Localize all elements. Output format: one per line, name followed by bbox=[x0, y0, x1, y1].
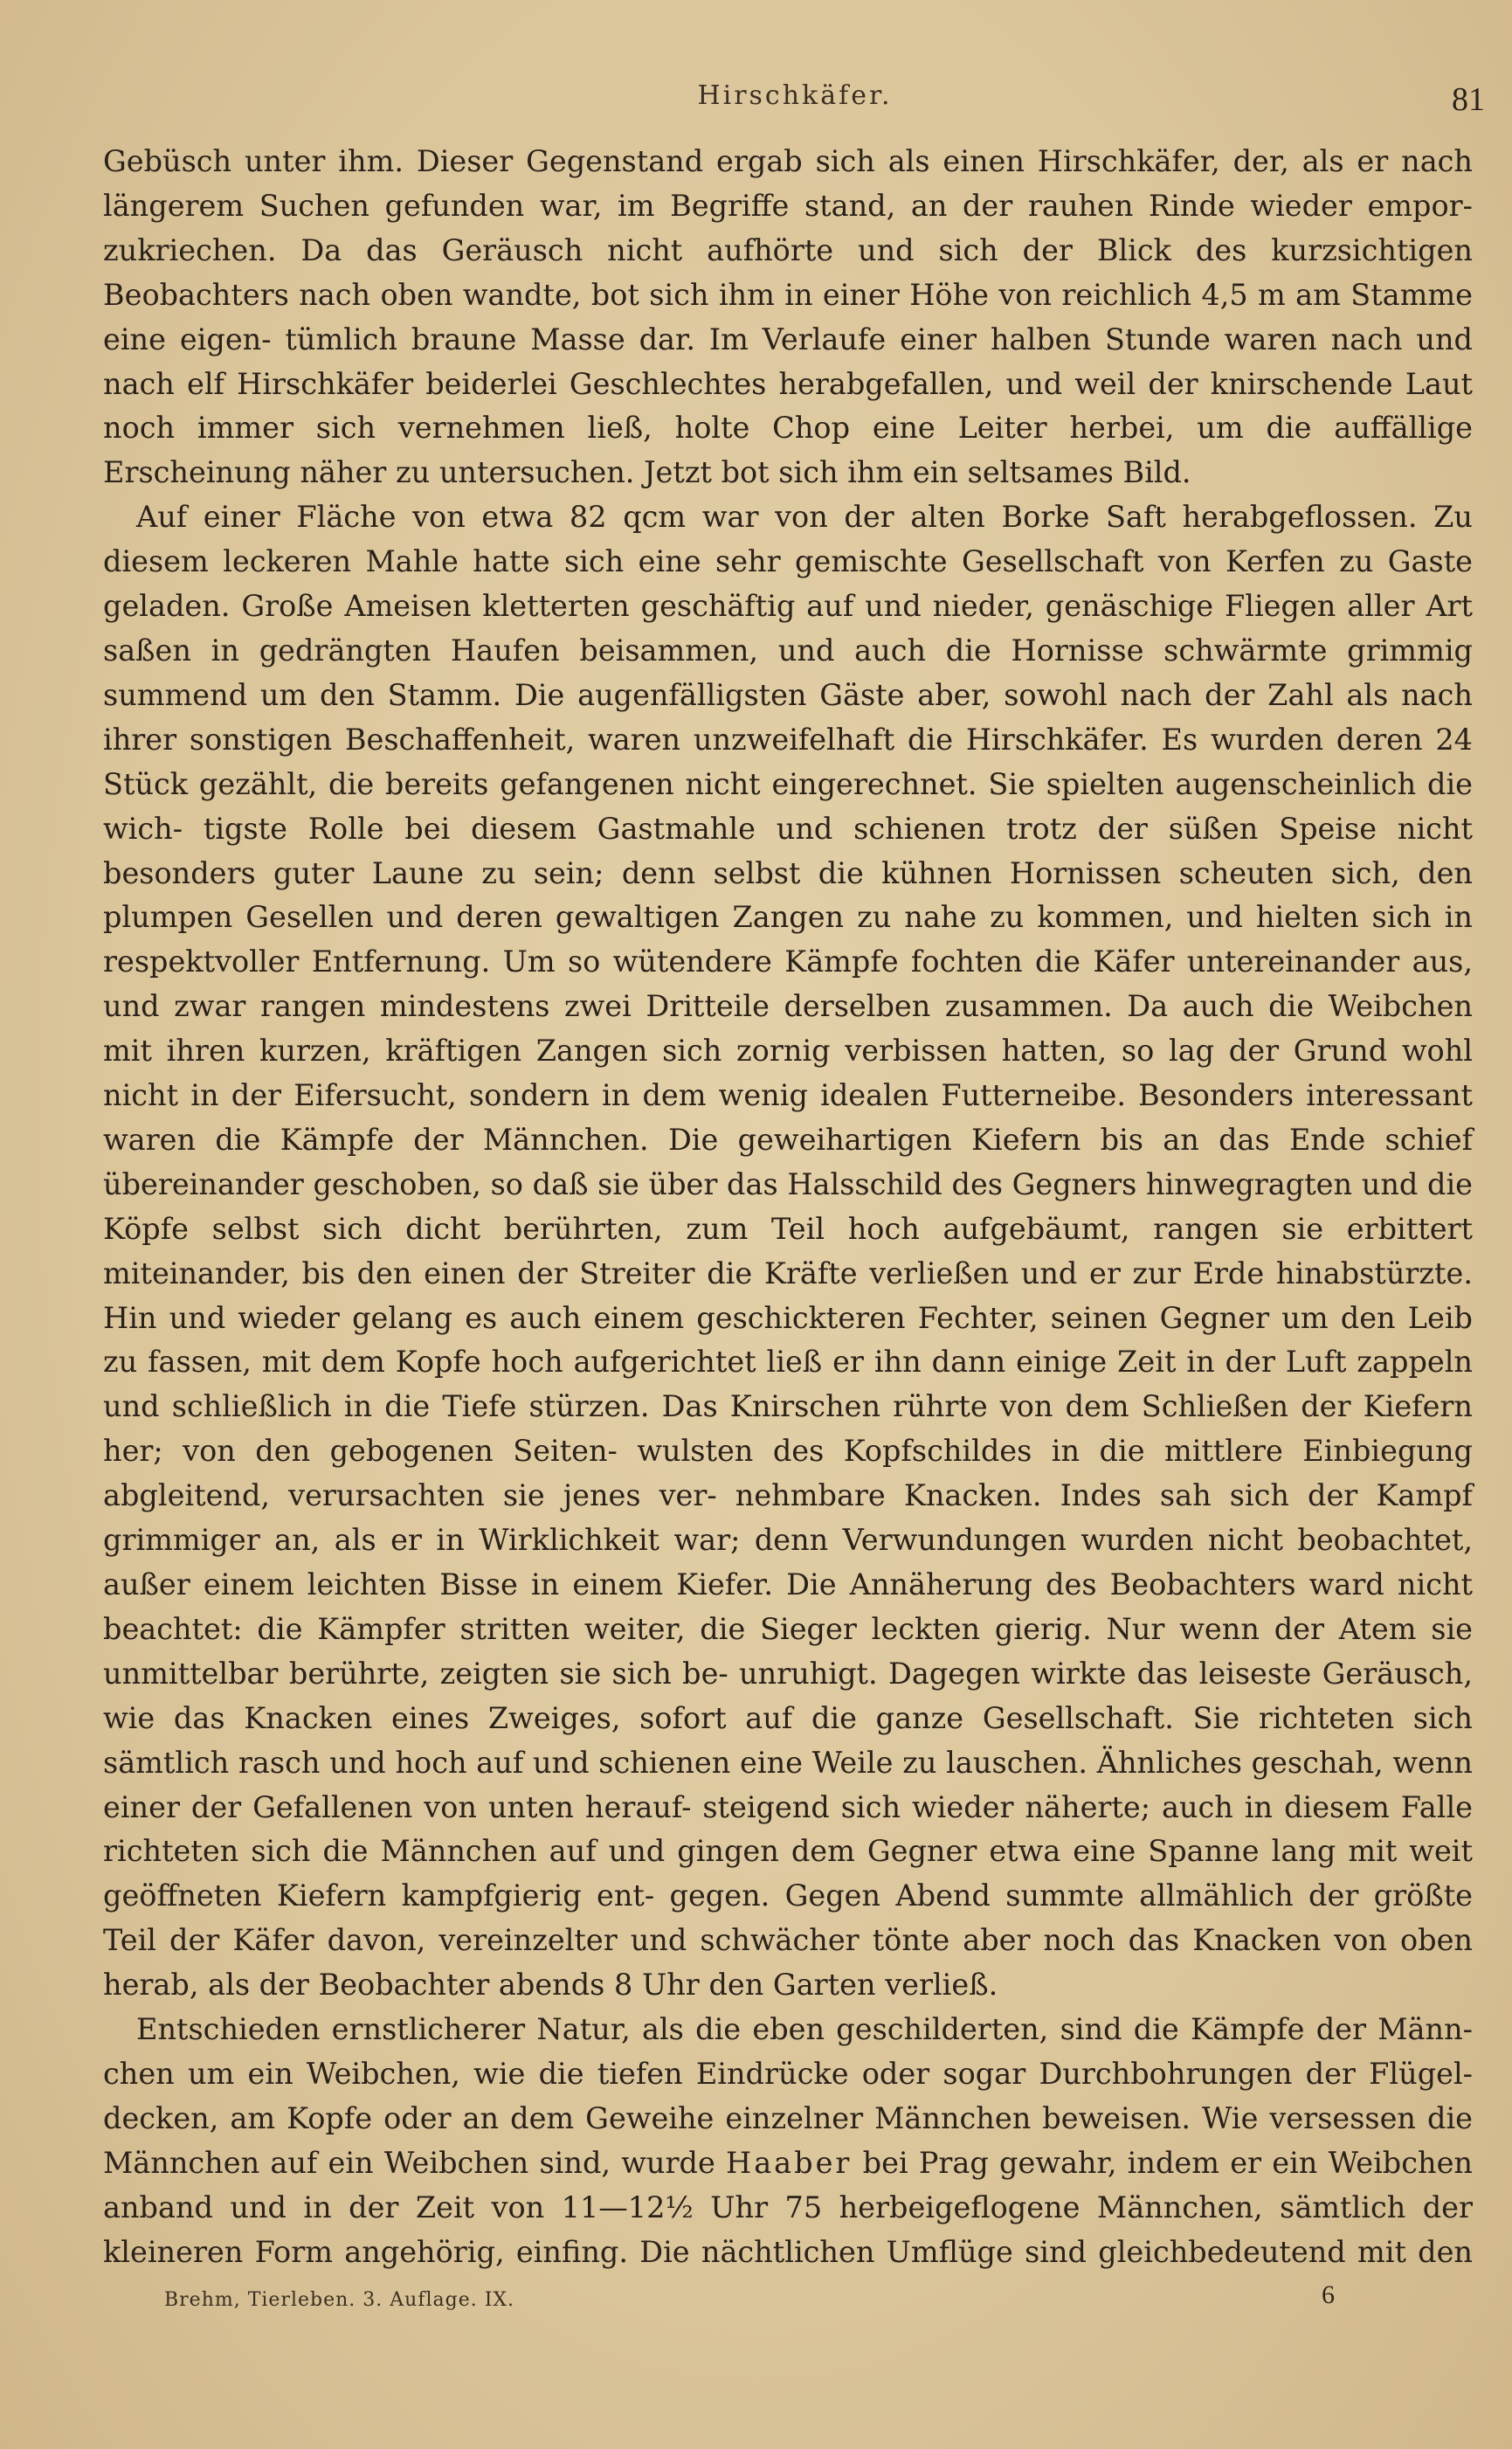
paragraph-1: Gebüsch unter ihm. Dieser Gegenstand ergab sich als einen Hirschkäfer, der, als er nach längerem Suchen gefunden war, im Begriffe stand, an der rauhen Rinde wieder empor- zukriechen. Da das Geräusch nicht aufhörte und sich der Blick des kurzsichtigen Beobachters nach oben wandte, bot sich ihm in einer Höhe von reichlich 4,5 m am Stamme eine eigen- tümlich braune Masse dar. Im Verlaufe einer halben Stunde waren nach und nach elf Hirschkäfer beiderlei Geschlechtes herabgefallen, und weil der knirschende Laut noch immer sich vernehmen ließ, holte Chop eine Leiter herbei, um die auffällige Erscheinung näher zu untersuchen. Jetzt bot sich ihm ein seltsames Bild. bbox=[103, 144, 1473, 490]
page-header bbox=[105, 80, 1485, 124]
paragraph-3-after: bei Prag gewahr, indem er ein Weibchen anband und in der Zeit von 11—12½ Uhr 75 herbeigeflogene Männchen, sämtlich der kleineren Form angehörig, einfing. Die nächtlichen Umflüge sind gleichbedeutend mit den bbox=[103, 2145, 1473, 2269]
author-name-spaced: Haaber bbox=[725, 2145, 853, 2180]
body-text bbox=[103, 140, 1473, 2275]
page-number: 81 bbox=[1452, 81, 1485, 118]
running-title: Hirschkäfer. bbox=[697, 80, 893, 111]
sheet-number: 6 bbox=[1322, 2280, 1335, 2309]
paragraph-2: Auf einer Fläche von etwa 82 qcm war von der alten Borke Saft herabgeflossen. Zu diesem leckeren Mahle hatte sich eine sehr gemischte Gesellschaft von Kerfen zu Gaste geladen. Große Ameisen kletterten geschäftig auf und nieder, genäschige Fliegen aller Art saßen in gedrängten Haufen beisammen, und auch die Hornisse schwärmte grimmig summend um den Stamm. Die augenfälligsten Gäste aber, sowohl nach der Zahl als nach ihrer sonstigen Beschaffenheit, waren unzweifelhaft die Hirschkäfer. Es wurden deren 24 Stück gezählt, die bereits gefangenen nicht eingerechnet. Sie spielten augenscheinlich die wich- tigste Rolle bei diesem Gastmahle und schienen trotz der süßen Speise nicht besonders guter Laune zu sein; denn selbst die kühnen Hornissen scheuten sich, den plumpen Gesellen und deren gewaltigen Zangen zu nahe zu kommen, und hielten sich in respektvoller Entfernung. Um so wütendere Kämpfe fochten die Käfer untereinander aus, und zwar rangen mindestens zwei Dritteile derselben zusammen. Da auch die Weibchen mit ihren kurzen, kräftigen Zangen sich zornig verbissen hatten, so lag der Grund wohl nicht in der Eifersucht, sondern in dem wenig idealen Futterneibe. Besonders interessant waren die Kämpfe der Männchen. Die geweihartigen Kiefern bis an das Ende schief übereinander geschoben, so daß sie über das Halsschild des Gegners hinwegragten und die Köpfe selbst sich dicht berührten, zum Teil hoch aufgebäumt, rangen sie erbittert miteinander, bis den einen der Streiter die Kräfte verließen und er zur Erde hinabstürzte. Hin und wieder gelang es auch einem geschickteren Fechter, seinen Gegner um den Leib zu fassen, mit dem Kopfe hoch aufgerichtet ließ er ihn dann einige Zeit in der Luft zappeln und schließlich in die Tiefe stürzen. Das Knirschen rührte von dem Schließen der Kiefern her; von den gebogenen Seiten- wulsten des Kopfschildes in die mittlere Einbiegung abgleitend, verursachten sie jenes ver- nehmbare Knacken. Indes sah sich der Kampf grimmiger an, als er in Wirklichkeit war; denn Verwundungen wurden nicht beobachtet, außer einem leichten Bisse in einem Kiefer. Die Annäherung des Beobachters ward nicht beachtet: die Kämpfer stritten weiter, die Sieger leckten gierig. Nur wenn der Atem sie unmittelbar berührte, zeigten sie sich be- unruhigt. Dagegen wirkte das leiseste Geräusch, wie das Knacken eines Zweiges, sofort auf die ganze Gesellschaft. Sie richteten sich sämtlich rasch und hoch auf und schienen eine Weile zu lauschen. Ähnliches geschah, wenn einer der Gefallenen von unten herauf- steigend sich wieder näherte; auch in diesem Falle richteten sich die Männchen auf und gingen dem Gegner etwa eine Spanne lang mit weit geöffneten Kiefern kampfgierig ent- gegen. Gegen Abend summte allmählich der größte Teil der Käfer davon, vereinzelter und schwächer tönte aber noch das Knacken von oben herab, als der Beobachter abends 8 Uhr den Garten verließ. bbox=[103, 500, 1473, 2003]
paragraph-3 bbox=[103, 2008, 1473, 2274]
page-footer bbox=[164, 2280, 1335, 2315]
paragraph-3-before: Entschieden ernstlicherer Natur, als die eben geschilderten, sind die Kämpfe der Männ- chen um ein Weibchen, wie die tiefen Eindrücke oder sogar Durchbohrungen der Flügel- decken, am Kopfe oder an dem Geweihe einzelner Männchen beweisen. Wie versessen die Männchen auf ein Weibchen sind, wurde bbox=[103, 2012, 1473, 2180]
print-signature: Brehm, Tierleben. 3. Auflage. IX. bbox=[164, 2289, 515, 2311]
